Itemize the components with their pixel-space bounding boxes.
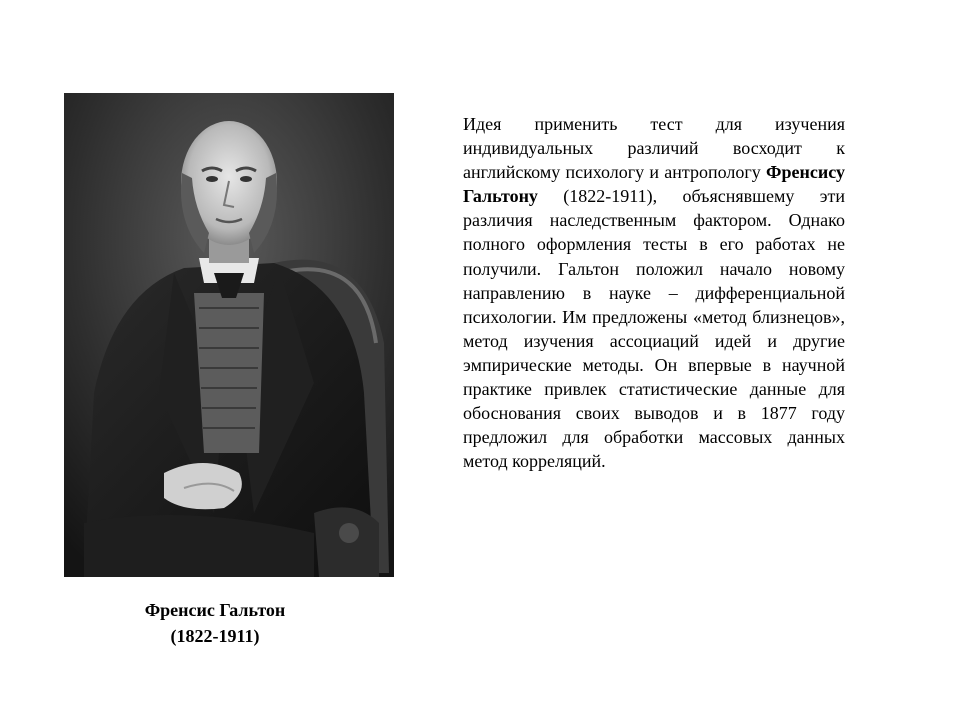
- portrait-image: [64, 93, 394, 577]
- caption-years: (1822-1911): [170, 626, 260, 646]
- description-paragraph: [463, 112, 845, 473]
- paragraph-text-after: (1822-1911), объяснявшему эти различия наследственным фактором. Однако полного оформления тесты в его работах не получили. Гальтон положил начало новому направлению в науке – дифференциальной психологии. Им предложены «метод близнецов», метод изучения ассоциаций идей и другие эмпирические методы. Он впервые в научной практике привлек статистические данные для обоснования своих выводов и в 1877 году предложил для обработки массовых данных метод корреляций.: [463, 186, 845, 472]
- portrait-caption: [80, 597, 350, 649]
- portrait-photo: [64, 93, 394, 577]
- paragraph-text-before: Идея применить тест для изучения индивидуальных различий восходит к английскому психологу и антропологу: [463, 114, 845, 183]
- caption-name: Френсис Гальтон: [144, 600, 286, 620]
- paragraph-name-bold: Френсису Гальтону: [463, 162, 845, 207]
